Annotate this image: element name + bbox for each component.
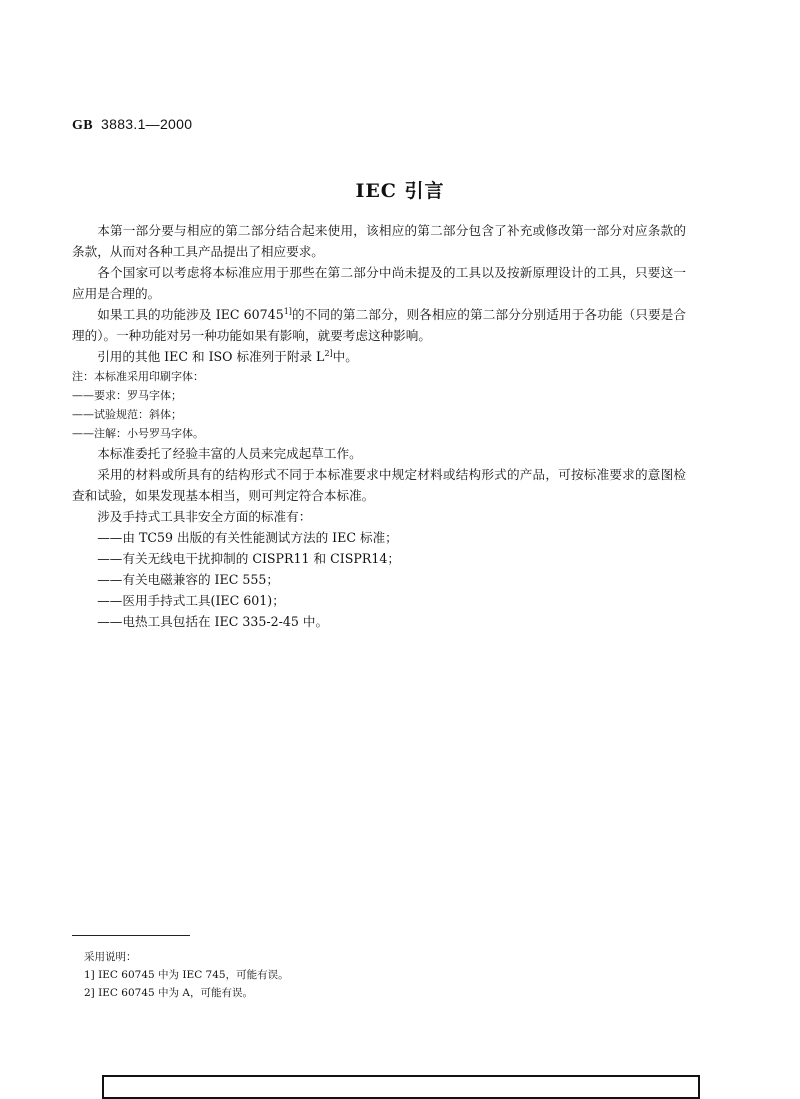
paragraph-4-part-b: 中。 <box>332 349 358 364</box>
paragraph-3 <box>72 304 686 346</box>
footnotes <box>84 948 289 1002</box>
note-item-3: ——注解：小号罗马字体。 <box>72 427 204 440</box>
note-item-1: ——要求：罗马字体； <box>72 389 182 402</box>
footnote-ref-2: 2] <box>324 348 333 358</box>
paragraph-2: 各个国家可以考虑将本标准应用于那些在第二部分中尚未提及的工具以及按新原理设计的工具，只要这一应用是合理的。 <box>72 265 686 301</box>
footnote-1: 1] IEC 60745 中为 IEC 745，可能有误。 <box>84 969 289 981</box>
paragraph-4 <box>72 346 686 367</box>
paragraph-3-part-a: 如果工具的功能涉及 IEC 60745 <box>97 307 284 322</box>
dash-item-4: ——医用手持式工具(IEC 601)； <box>97 593 285 608</box>
dash-item-3: ——有关电磁兼容的 IEC 555； <box>97 572 279 587</box>
standard-code <box>72 116 192 134</box>
standard-prefix: GB <box>72 118 93 133</box>
footnote-ref-1: 1] <box>283 306 292 316</box>
paragraph-7: 涉及手持式工具非安全方面的标准有： <box>97 509 312 524</box>
note-heading: 注：本标准采用印刷字体： <box>72 370 204 383</box>
footnote-divider <box>72 935 190 936</box>
dash-item-1: ——由 TC59 出版的有关性能测试方法的 IEC 标准； <box>97 530 398 545</box>
footnote-2: 2] IEC 60745 中为 A，可能有误。 <box>84 987 253 999</box>
standard-number: 3883.1—2000 <box>101 116 193 132</box>
page-title: IEC 引言 <box>355 180 445 202</box>
paragraph-1: 本第一部分要与相应的第二部分结合起来使用，该相应的第二部分包含了补充或修改第一部分对应条款的条款，从而对各种工具产品提出了相应要求。 <box>72 223 686 259</box>
dash-item-5: ——电热工具包括在 IEC 335-2-45 中。 <box>97 614 329 629</box>
paragraph-4-part-a: 引用的其他 IEC 和 ISO 标准列于附录 L <box>97 349 325 364</box>
paragraph-6: 采用的材料或所具有的结构形式不同于本标准要求中规定材料或结构形式的产品，可按标准要求的意图检查和试验，如果发现基本相当，则可判定符合本标准。 <box>72 467 686 503</box>
paragraph-3-part-b: 的不同的第二部分，则各相应的第二部分分别适用于各功能（只要是合理的）。一种功能对另一种功能如果有影响，就要考虑这种影响。 <box>72 307 687 343</box>
bottom-frame <box>102 1075 700 1099</box>
footnote-heading: 采用说明： <box>84 951 137 963</box>
note-item-2: ——试验规范：斜体； <box>72 408 182 421</box>
paragraph-5: 本标准委托了经验丰富的人员来完成起草工作。 <box>97 446 362 461</box>
dash-item-2: ——有关无线电干扰抑制的 CISPR11 和 CISPR14； <box>97 551 400 566</box>
body-text <box>72 220 686 632</box>
